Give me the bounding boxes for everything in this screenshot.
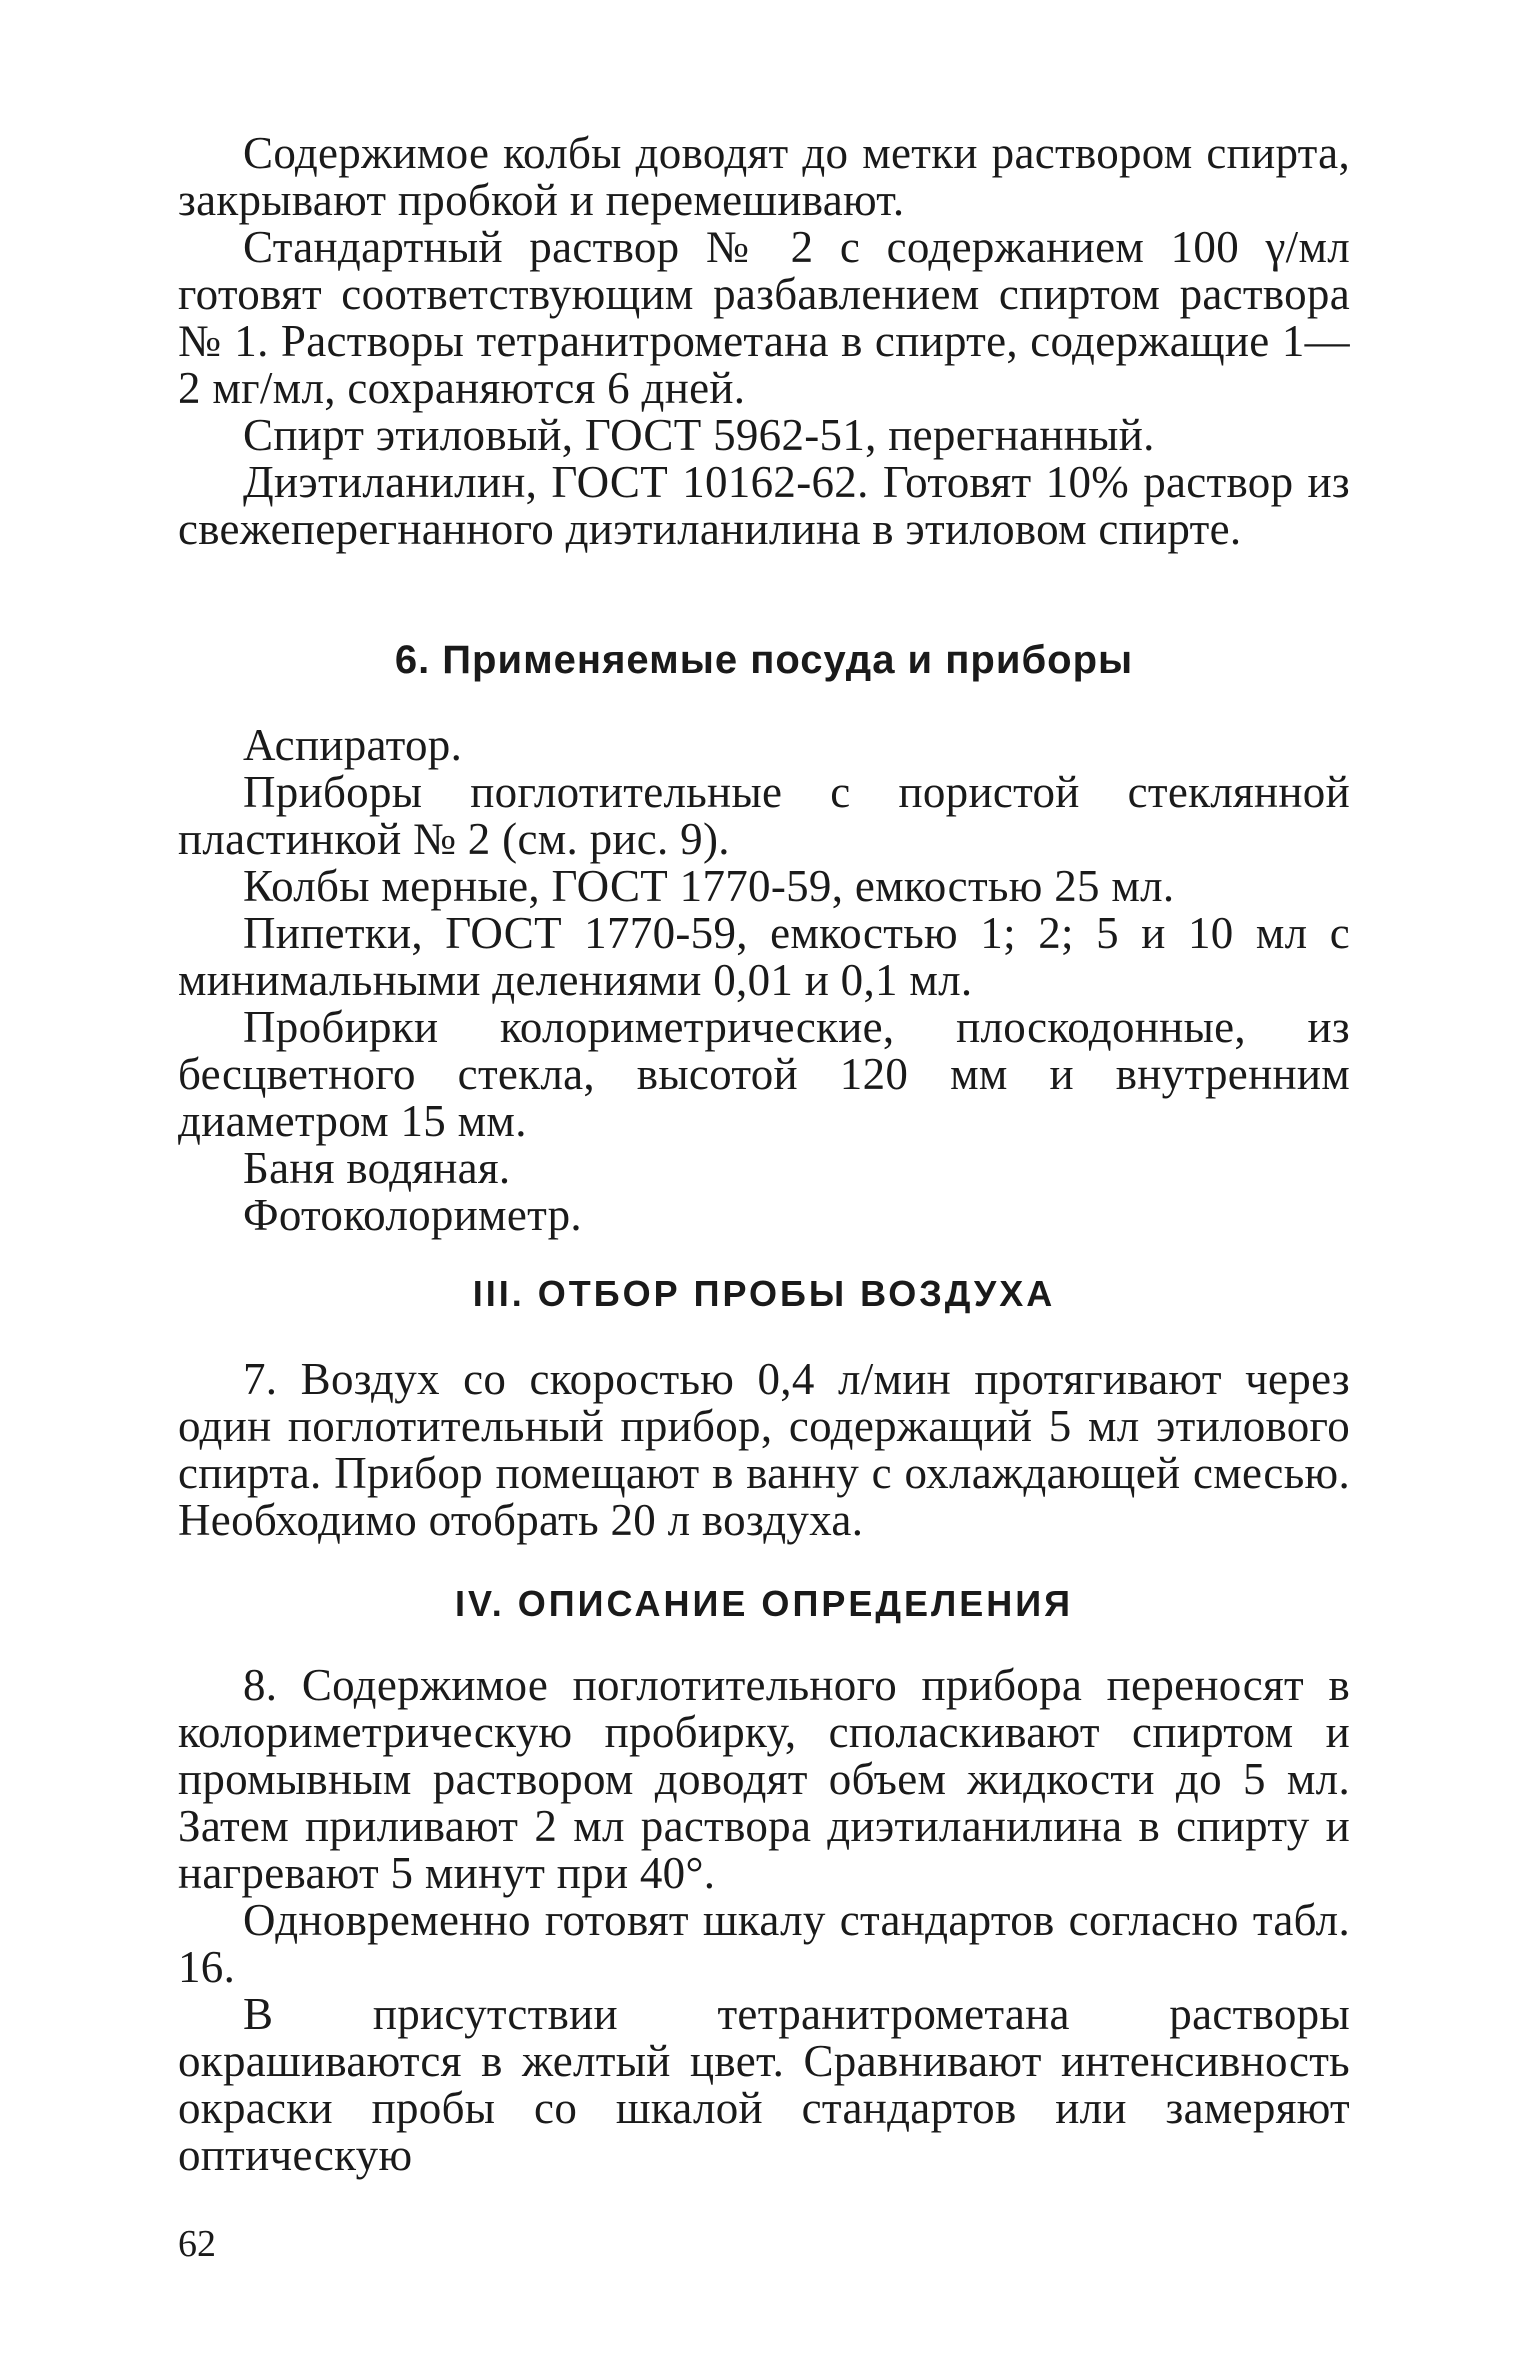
paragraph-standards-scale: Одновременно готовят шкалу стандартов согласно табл. 16.	[178, 1895, 1350, 1992]
page-number: 62	[178, 2223, 216, 2265]
paragraph-determination-procedure: 8. Содержимое поглотительного прибора переносят в колориметрическую пробирку, споласкивают спиртом и промывным раствором доводят объем жидкости до 5 мл. Затем приливают 2 мл раствора диэтиланилина в спирту и нагревают 5 минут при 40°.	[178, 1660, 1350, 1898]
paragraph-coloration: В присутствии тетранитрометана растворы окрашиваются в желтый цвет. Сравнивают интенсивность окраски пробы со шкалой стандартов или замеряют оптическую	[178, 1989, 1350, 2180]
paragraph-flask-fill: Содержимое колбы доводят до метки раствором спирта, закрывают пробкой и перемешивают.	[178, 128, 1350, 225]
paragraph-standard-solution-2: Стандартный раствор № 2 с содержанием 100 γ/мл готовят соответствующим разбавлением спиртом раствора № 1. Растворы тетранитрометана в спирте, содержащие 1—2 мг/мл, сохраняются 6 дней.	[178, 222, 1350, 413]
equipment-item-test-tubes: Пробирки колориметрические, плоскодонные, из бесцветного стекла, высотой 120 мм и внутренним диаметром 15 мм.	[178, 1002, 1350, 1146]
equipment-item-photocolorimeter: Фотоколориметр.	[243, 1190, 582, 1240]
section-6-heading: 6. Применяемые посуда и приборы	[394, 638, 1134, 682]
equipment-item-absorbers: Приборы поглотительные с пористой стеклянной пластинкой № 2 (см. рис. 9).	[178, 767, 1350, 864]
section-iv-heading: IV. ОПИСАНИЕ ОПРЕДЕЛЕНИЯ	[454, 1583, 1074, 1624]
paragraph-diethylaniline: Диэтиланилин, ГОСТ 10162-62. Готовят 10% раствор из свежеперегнанного диэтиланилина в этиловом спирте.	[178, 457, 1350, 554]
equipment-item-water-bath: Баня водяная.	[243, 1143, 511, 1193]
paragraph-air-sampling: 7. Воздух со скоростью 0,4 л/мин протягивают через один поглотительный прибор, содержащий 5 мл этилового спирта. Прибор помещают в ванну с охлаждающей смесью. Необходимо отобрать 20 л воздуха.	[178, 1354, 1350, 1545]
equipment-item-pipettes: Пипетки, ГОСТ 1770-59, емкостью 1; 2; 5 и 10 мл с минимальными делениями 0,01 и 0,1 мл.	[178, 908, 1350, 1005]
equipment-item-aspirator: Аспиратор.	[243, 720, 463, 770]
section-iii-heading: III. ОТБОР ПРОБЫ ВОЗДУХА	[472, 1273, 1056, 1314]
paragraph-ethyl-alcohol: Спирт этиловый, ГОСТ 5962-51, перегнанный.	[243, 410, 1155, 460]
equipment-item-flasks: Колбы мерные, ГОСТ 1770-59, емкостью 25 мл.	[243, 861, 1175, 911]
